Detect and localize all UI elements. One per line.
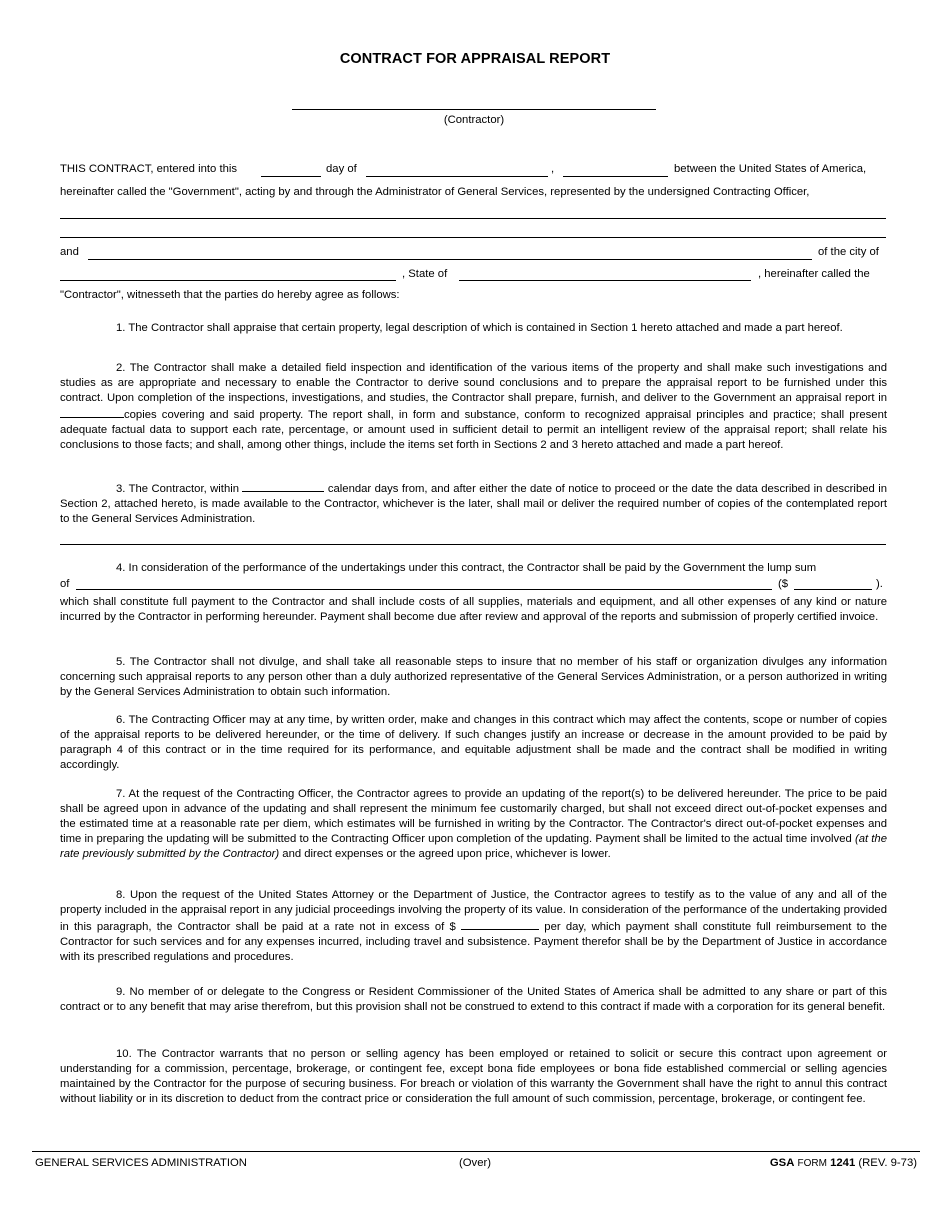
clause-10-text: 10. The Contractor warrants that no person or selling agency has been employed or retained to solicit or secure this contract upon agreement or understanding for a commission, percentage, brokerage, or contingent fee, except bona fide employees or bona fide established commercial or selling agencies maintained by the Contractor for the purpose of securing business. For breach or violation of this warranty the Government shall have the right to annul this contract without liability or in its discretion to deduct from the contract price or consideration the full amount of such commission, percentage, brokerage, or contingent fee. xyxy=(60,1048,887,1105)
intro-day-of: day of xyxy=(326,163,357,175)
footer-form-word: FORM xyxy=(797,1158,827,1169)
clause-4-body xyxy=(60,595,887,625)
section-divider xyxy=(60,544,886,545)
clause-3-text-a: 3. The Contractor, within xyxy=(116,483,240,495)
footer-form-number: 1241 xyxy=(830,1157,856,1169)
clause-5 xyxy=(60,655,887,700)
per-diem-rate-field[interactable] xyxy=(461,918,539,930)
clause-6-text: 6. The Contracting Officer may at any time, by written order, make and changes in this contract which may affect the contents, scope or number of copies of the appraisal reports to be delivered hereunder, or the time of delivery. If such changes justify an increase or decrease in the amount provided to be paid by paragraph 4 of this contract or in the time required for its performance, and equitable adjustment shall be made and the contract shall be modified in writing accordingly. xyxy=(60,714,887,771)
document-title: CONTRACT FOR APPRAISAL REPORT xyxy=(339,51,611,67)
clause-8 xyxy=(60,888,887,965)
footer-rule xyxy=(32,1151,920,1152)
footer-gsa: GSA xyxy=(769,1157,795,1169)
intro-witnesseth: "Contractor", witnesseth that the parties do hereby agree as follows: xyxy=(60,289,400,301)
contractor-full-name-field[interactable] xyxy=(88,259,812,260)
clause-8-text-a: 8. Upon the request of the United States Attorney or the Department of Justice, the Contractor agrees to testify as to the value of any and all of the property included in the appraisal report in any judicial proceedings involving the property of its value. In consideration of the performance of the undertaking provided in this paragraph, the Contractor shall be paid at a rate not in excess of $ xyxy=(60,889,887,933)
contractor-caption: (Contractor) xyxy=(443,114,505,126)
month-field[interactable] xyxy=(366,176,548,177)
intro-and: and xyxy=(60,246,79,258)
intro-hereinafter: , hereinafter called the xyxy=(758,268,870,280)
clause-2-text-b: copies covering and said property. The report shall, in form and substance, conform to recognized appraisal principles and practice; shall present adequate factual data to support each rate, percentage, or amount used in sufficient detail to permit an intelligent review of the appraisal report; shall relate his conclusions to those facts; and shall, among other things, include the items set forth in Sections 2 and 3 hereto attached and made a part hereof. xyxy=(60,409,887,451)
contracting-officer-field-1[interactable] xyxy=(60,218,886,219)
clause-4-dollar-close: ). xyxy=(876,578,883,590)
intro-between: between the United States of America, xyxy=(674,163,867,175)
clause-7 xyxy=(60,787,887,862)
footer-over: (Over) xyxy=(459,1157,492,1169)
clause-7-text-b: and direct expenses or the agreed upon price, whichever is lower. xyxy=(282,848,611,860)
footer-agency: GENERAL SERVICES ADMINISTRATION xyxy=(35,1157,247,1169)
clause-4-text-a: 4. In consideration of the performance of the undertakings under this contract, the Contractor shall be paid by the Government the lump sum xyxy=(116,562,817,574)
clause-3 xyxy=(60,480,887,527)
intro-comma: , xyxy=(551,163,555,175)
footer-revision: (REV. 9-73) xyxy=(858,1157,917,1169)
lump-sum-amount-field[interactable] xyxy=(794,589,872,590)
intro-of-city: of the city of xyxy=(818,246,879,258)
clause-4-of: of xyxy=(60,578,70,590)
copies-count-field[interactable] xyxy=(60,406,124,418)
clause-5-text: 5. The Contractor shall not divulge, and shall take all reasonable steps to insure that no member of his staff or organization divulges any information concerning such appraisal reports to any person other than a duly authorized representative of the General Services Administration, or a person authorized in writing by the General Services Administration to obtain such information. xyxy=(60,656,887,698)
intro-government-line: hereinafter called the "Government", acting by and through the Administrator of General Services, represented by the undersigned Contracting Officer, xyxy=(60,186,810,198)
intro-state-of: , State of xyxy=(402,268,448,280)
lump-sum-words-field[interactable] xyxy=(76,589,772,590)
clause-6 xyxy=(60,713,887,773)
clause-4-text-b: which shall constitute full payment to the Contractor and shall include costs of all supplies, materials and equipment, and all other expenses of any kind or nature incurred by the Contractor in performing hereunder. Payment shall become due after review and approval of the reports and submission of properly certified invoice. xyxy=(60,596,887,623)
clause-3-text-b: calendar days from, and after either the date of notice to proceed or the date the data described in described in Section 2, attached hereto, is made available to the Contractor, whichever is the later, shall mail or deliver the required number of copies of the contemplated report to the General Services Administration. xyxy=(60,483,887,525)
clause-4-intro xyxy=(60,561,887,576)
contracting-officer-field-2[interactable] xyxy=(60,237,886,238)
day-field[interactable] xyxy=(261,176,321,177)
clause-8-text-b: per day, which payment shall constitute full reimbursement to the Contractor for such services and for any expenses incurred, including travel and subsistence. Payment therefor shall be by the Department of Justice in accordance with its prescribed regulations and procedures. xyxy=(60,921,888,963)
clause-1 xyxy=(60,321,887,336)
calendar-days-field[interactable] xyxy=(242,480,324,492)
state-field[interactable] xyxy=(459,280,751,281)
clause-9 xyxy=(60,985,887,1015)
clause-9-text: 9. No member of or delegate to the Congress or Resident Commissioner of the United States of America shall be admitted to any share or part of this contract or to any benefit that may arise therefrom, but this provision shall not be construed to extend to this contract if made with a corporation for its general benefit. xyxy=(60,986,887,1013)
clause-7-italic: (at the rate previously submitted by the Contractor) xyxy=(60,833,887,860)
intro-this-contract: THIS CONTRACT, entered into this xyxy=(60,163,238,175)
contractor-name-field[interactable] xyxy=(292,109,656,110)
clause-2-text-a: 2. The Contractor shall make a detailed field inspection and identification of the various items of the property and shall make such investigations and studies as are appropriate and necessary to enable the Contractor to derive sound conclusions and to prepare the appraisal report to be furnished under this contract. Upon completion of the inspections, investigations, and studies, the Contractor shall prepare, furnish, and deliver to the Government an appraisal report in xyxy=(60,362,887,404)
year-field[interactable] xyxy=(563,176,668,177)
clause-2 xyxy=(60,361,887,453)
clause-4-dollar-open: ($ xyxy=(778,578,789,590)
clause-1-text: 1. The Contractor shall appraise that certain property, legal description of which is contained in Section 1 hereto attached and made a part hereof. xyxy=(116,322,843,334)
city-field[interactable] xyxy=(60,280,396,281)
footer-form-id xyxy=(770,1157,917,1169)
clause-10 xyxy=(60,1047,887,1107)
clause-7-text-a: 7. At the request of the Contracting Officer, the Contractor agrees to provide an updating of the report(s) to be delivered hereunder. The price to be paid shall be agreed upon in advance of the updating and shall represent the minimum fee customarily charged, but shall not exceed direct out-of-pocket expenses and the estimated time at a reasonable rate per diem, which estimates will be furnished in writing by the Contractor. The Contractor's direct out-of-pocket expenses and time in preparing the updating will be submitted to the Contracting Officer upon completion of the updating. Payment shall be limited to the actual time involved xyxy=(60,788,887,845)
